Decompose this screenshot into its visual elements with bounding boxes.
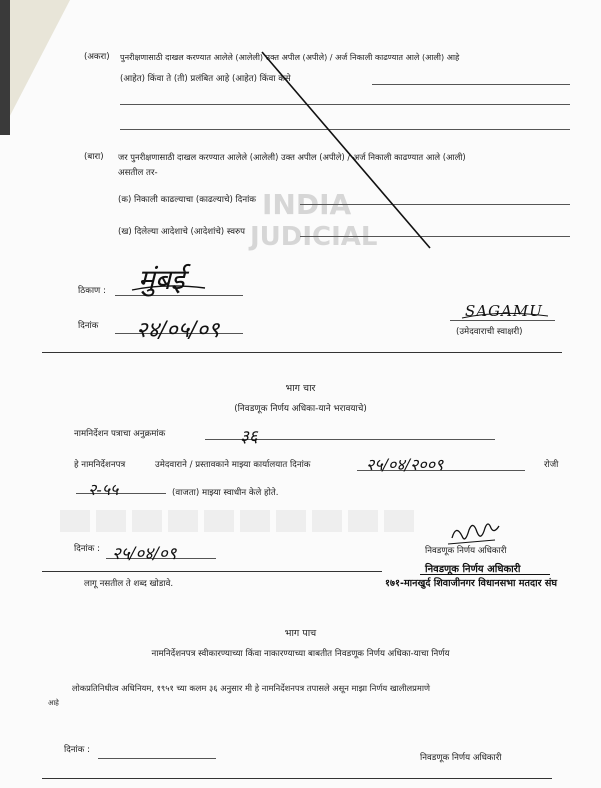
officer-date-label: दिनांक : [74, 544, 101, 554]
watermark-line2: JUDICIAL [250, 222, 378, 252]
candidate-signature: SAGAMU [465, 302, 543, 320]
date-label: दिनांक [78, 321, 99, 331]
section-eleven-number: (अकरा) [84, 52, 110, 62]
section-eleven-line2: (आहेत) किंवा ते (ती) प्रलंबित आहे (आहेत) किंवा कसे [120, 74, 291, 84]
part-five-subheading: नामनिर्देशनपत्र स्वीकारण्याच्या किंवा नाकारण्याच्या बाबतीत निवडणूक निर्णय अधिका-याचा निर्णय [151, 649, 450, 659]
serial-handwritten: ३६ [240, 427, 258, 447]
officer-label: निवडणूक निर्णय अधिकारी [425, 546, 507, 556]
final-officer-label: निवडणूक निर्णय अधिकारी [420, 753, 502, 763]
part-four-subheading: (निवडणूक निर्णय अधिका-याने भरावयाचे) [234, 404, 367, 414]
section-eleven-line1: पुनरीक्षणासाठी दाखल करण्यात आलेले (आलेली) उक्त अपील (अपीले) / अर्ज निकाली काढण्यात आले (आली) आहे [120, 52, 460, 62]
officer-date-handwritten: २५/०४/०९ [112, 544, 177, 564]
item-b-label: (ख) दिलेल्या आदेशाचे (आदेशांचे) स्वरुप [118, 227, 246, 237]
place-flourish [132, 286, 205, 290]
decision-side-mark: आहे [48, 699, 59, 707]
item-a-label: (क) निकाली काढल्याचा (काढल्याचे) दिनांक [118, 195, 256, 205]
decision-text: लोकप्रतिनिधीत्व अधिनियम, १९५१ च्या कलम ३६ अनुसार मी हे नामनिर्देशनपत्र तपासले असून माझा निर्णय खालीलप्रमाणे [72, 683, 430, 693]
candidate-signature-stroke [462, 313, 548, 318]
date-handwritten: २४/०५/०९ [136, 318, 220, 343]
final-date-label: दिनांक : [64, 745, 91, 755]
officer-signature-scribble [452, 524, 499, 539]
submission-line-d: (वाजता) माझ्या स्वाधीन केले होते. [172, 488, 279, 498]
section-twelve-line2: असतील तर- [118, 168, 158, 178]
submission-date-handwritten: २५/०४/२००९ [366, 455, 444, 474]
serial-label: नामनिर्देशन पत्राचा अनुक्रमांक [74, 429, 166, 439]
place-handwritten: मुंबई [138, 263, 185, 296]
submission-line-a: हे नामनिर्देशनपत्र [74, 460, 126, 470]
submission-line-c: रोजी [544, 460, 559, 470]
footnote: लागू नसतील ते शब्द खोडावे. [84, 579, 174, 589]
officer-stamp-constituency: १७१-मानखुर्द शिवाजीनगर विधानसभा मतदार संघ [385, 578, 557, 589]
watermark-line1: INDIA [262, 188, 352, 221]
officer-stamp-title: निवडणूक निर्णय अधिकारी [425, 564, 521, 575]
section-twelve-line1: जर पुनरीक्षणासाठी दाखल करण्यात आलेले (आलेली) उक्त अपील (अपीले) / अर्ज निकाली काढण्यात आले (आली) [118, 152, 466, 162]
candidate-signature-label: (उमेदवाराची स्वाक्षरी) [456, 327, 523, 337]
officer-signature-tail [448, 540, 495, 544]
cancel-stroke [262, 52, 430, 248]
section-twelve-number: (बारा) [84, 152, 104, 162]
part-five-heading: भाग पाच [284, 628, 317, 639]
part-four-heading: भाग चार [285, 383, 316, 394]
time-handwritten: २-५५ [88, 480, 119, 499]
submission-line-b: उमेदवाराने / प्रस्तावकाने माझ्या कार्यालयात दिनांक [155, 460, 311, 470]
place-label: ठिकाण : [78, 286, 106, 296]
